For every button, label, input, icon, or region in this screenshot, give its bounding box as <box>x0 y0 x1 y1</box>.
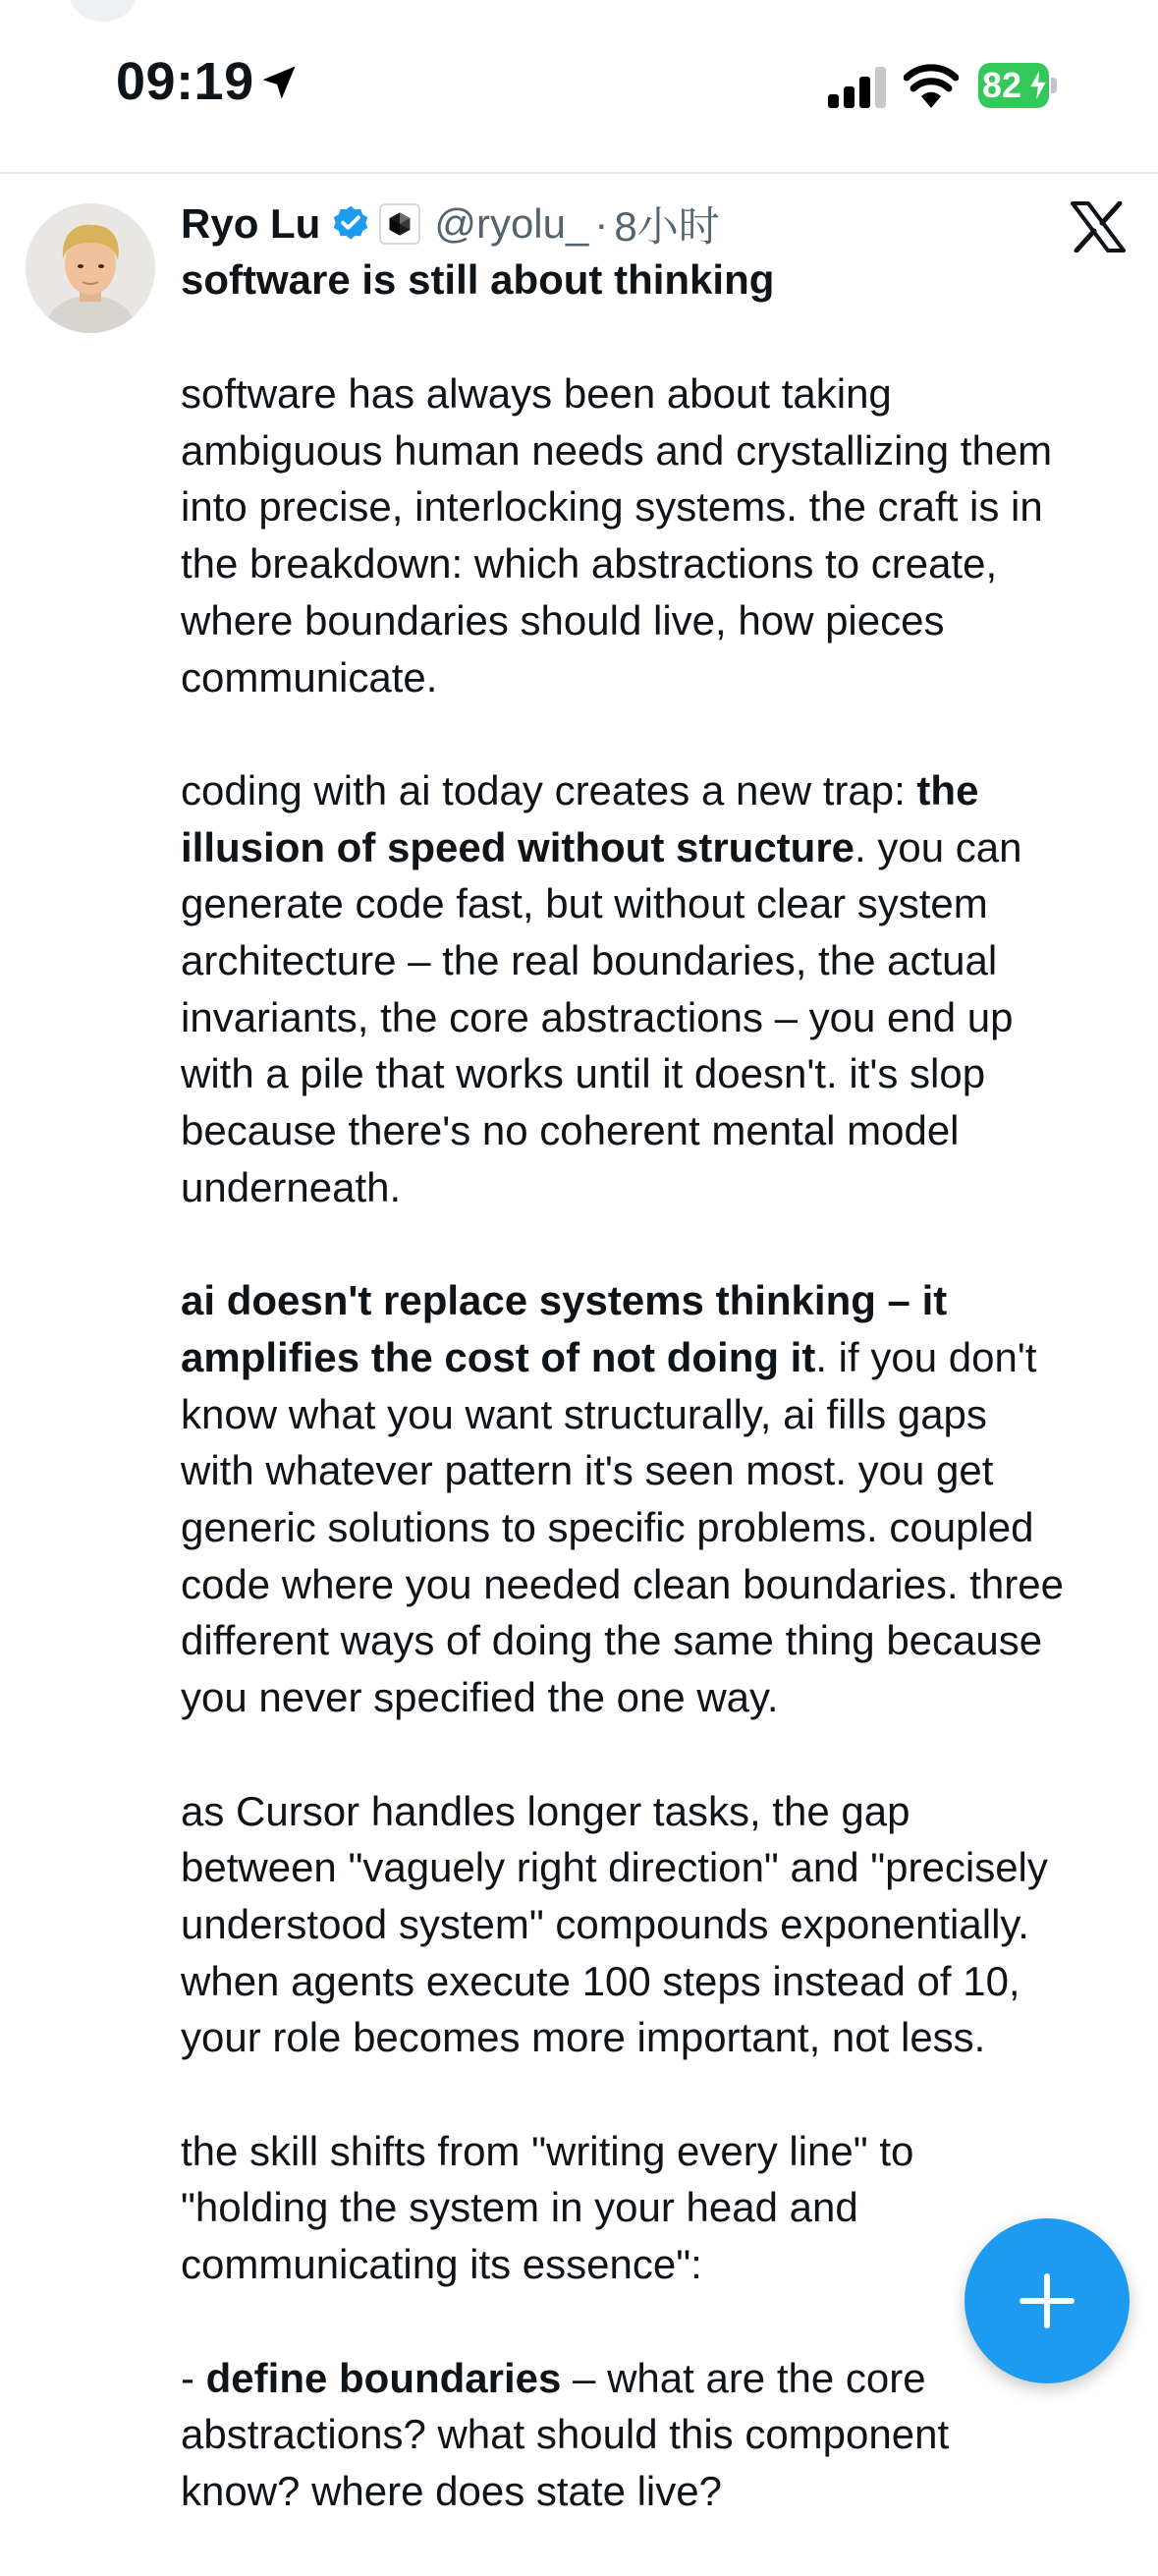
text-segment: coding with ai today creates a new trap: <box>181 766 917 813</box>
battery-charging-icon <box>1027 68 1049 103</box>
tweet-timestamp[interactable]: 8小时 <box>614 203 720 250</box>
text-segment: . you can generate code fast, but without clear system architecture – the real boundaries, the actual invariants, the core abstractions – you end up with a pile that works until it doesn't. it's slop because there's no coherent mental model underneath. <box>181 823 1022 1210</box>
avatar-image <box>26 203 155 333</box>
tweet-paragraph <box>181 1272 1143 1726</box>
x-logo-icon[interactable] <box>1071 201 1126 252</box>
tweet-paragraph <box>181 2350 1143 2520</box>
meta-separator: · <box>594 200 609 247</box>
battery-level: 82 <box>978 63 1049 108</box>
author-name[interactable]: Ryo Lu <box>181 200 321 247</box>
bold-text-segment: ai doesn't replace systems thinking – it amplifies the cost of not doing it <box>181 1277 948 1380</box>
location-arrow-icon <box>257 61 301 104</box>
author-avatar[interactable] <box>26 203 155 333</box>
status-bar <box>0 0 1158 174</box>
previous-x-icon-remnant <box>545 0 604 12</box>
tweet-paragraph <box>181 762 1143 1216</box>
tweet-paragraph: the skill shifts from "writing every line" to "holding the system in your head and communicating its essence": <box>181 2127 914 2288</box>
author-handle[interactable]: @ryolu_ <box>434 200 589 247</box>
cellular-signal-icon <box>828 67 889 108</box>
text-segment: – what are the core abstractions? what should this component know? where does state live? <box>181 2354 950 2514</box>
tweet-paragraph: as Cursor handles longer tasks, the gap between "vaguely right direction" and "precisely understood system" compounds exponentially. when agents execute 100 steps instead of 10, your role becomes more important, not less. <box>181 1787 1048 2061</box>
battery-cap <box>1051 78 1057 93</box>
plus-icon <box>1019 2272 1075 2329</box>
compose-button[interactable] <box>965 2218 1130 2383</box>
bold-text-segment: define boundaries <box>205 2354 562 2401</box>
battery-indicator <box>978 63 1057 108</box>
previous-avatar-remnant <box>69 0 138 22</box>
verified-badge-icon[interactable] <box>330 203 371 245</box>
tweet-author-line <box>181 195 720 253</box>
tweet-title: software is still about thinking <box>181 256 775 303</box>
wifi-icon <box>904 63 959 108</box>
bold-text-segment: the illusion of speed without structure <box>181 766 979 870</box>
tweet-paragraph: software has always been about taking ambiguous human needs and crystallizing them into precise, interlocking systems. the craft is in the breakdown: which abstractions to create, where boundaries should live, how pieces communicate. <box>181 370 1053 700</box>
status-time: 09:19 <box>116 52 254 111</box>
text-segment: - <box>181 2354 206 2401</box>
cursor-logo-icon <box>386 210 414 238</box>
affiliation-badge[interactable] <box>379 203 420 245</box>
text-segment: . if you don't know what you want structurally, ai fills gaps with whatever pattern it's seen most. you get generic solutions to specific problems. coupled code where you needed clean boundaries. three different ways of doing the same thing because you never specified the one way. <box>181 1333 1064 1721</box>
